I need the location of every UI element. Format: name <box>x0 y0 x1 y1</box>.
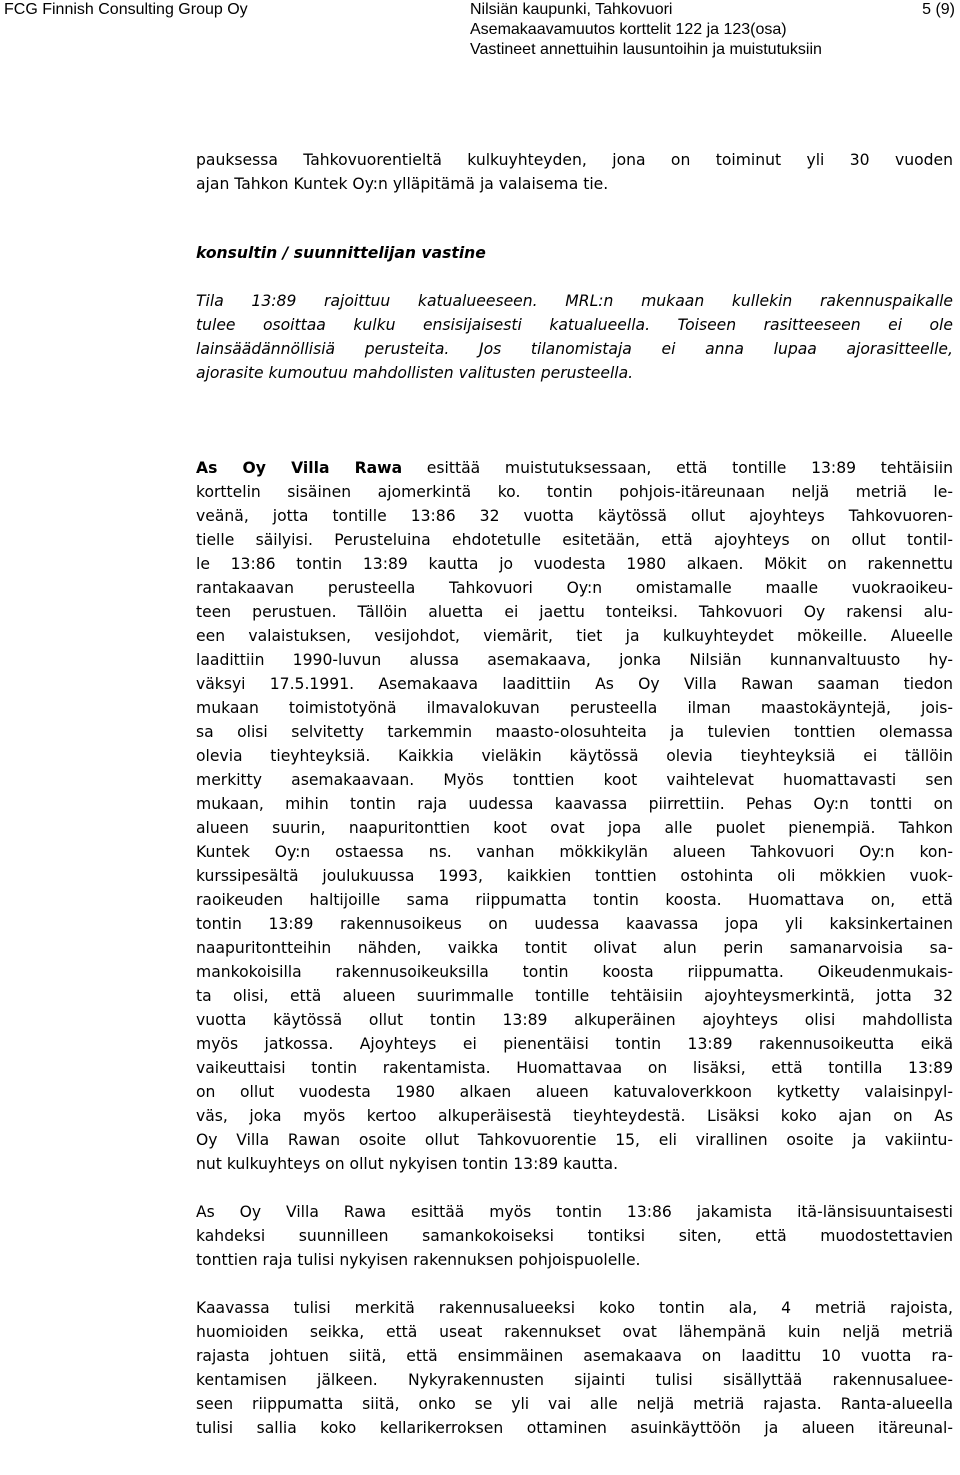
text-line: rantakaavan perusteella Tahkovuori Oy:n omistamalle maalle vuokraoikeu- <box>196 579 953 597</box>
text-line: ta olisi, että alueen suurimmalle tontille tehtäisiin ajoyhteysmerkintä, jotta 32 <box>196 987 953 1005</box>
text-line: merkitty asemakaavaan. Myös tonttien koot vaihtelevat huomattavasti sen <box>196 771 953 789</box>
text-line: väs, joka myös kertoo alkuperäisestä tieyhteydestä. Lisäksi koko ajan on As <box>196 1107 953 1125</box>
text-line: väksyi 17.5.1991. Asemakaava laadittiin As Oy Villa Rawan saaman tiedon <box>196 675 953 693</box>
text-line: kahdeksi suunnilleen samankokoiseksi tontiksi siten, että muodostettavien <box>196 1227 953 1245</box>
text-line: rajasta johtuen siitä, että ensimmäinen asemakaava on laadittu 10 vuotta ra- <box>196 1347 953 1365</box>
text-line: olevia tieyhteyksiä. Kaikkia vieläkin käytössä olevia tieyhteyksiä ei tällöin <box>196 747 953 765</box>
text-line: As Oy Villa Rawa esittää myös tontin 13:86 jakamista itä-länsisuuntaisesti <box>196 1203 953 1221</box>
paragraph-continuation <box>196 148 953 196</box>
plot-division-paragraph <box>196 1200 953 1272</box>
text-line: kurssipesältä joulukuussa 1993, kaikkien tonttien ostohinta oli mökkien vuok- <box>196 867 953 885</box>
text-line: Kaavassa tulisi merkitä rakennusalueeksi koko tontin ala, 4 metriä rajoista, <box>196 1299 953 1317</box>
text-line: seen riippumatta siitä, onko se yli vai alle neljä metriä rajasta. Ranta-alueella <box>196 1395 953 1413</box>
title-plan-change: Asemakaavamuutos korttelit 122 ja 123(osa) <box>470 21 787 38</box>
objection-paragraph <box>196 456 953 1176</box>
text-line: le 13:86 tontin 13:89 kautta jo vuodesta 1980 alkaen. Mökit on rakennettu <box>196 555 953 573</box>
document-body <box>196 148 953 1440</box>
text-line: lainsäädännöllisiä perusteita. Jos tilanomistaja ei anna lupaa ajorasitteelle, <box>196 340 953 358</box>
text-line: kentamisen jälkeen. Nykyrakennusten sijainti tulisi sisällyttää rakennusaluee- <box>196 1371 953 1389</box>
text-line: Kuntek Oy:n ostaessa ns. vanhan mökkikylän alueen Tahkovuori Oy:n kon- <box>196 843 953 861</box>
response-text <box>196 289 953 385</box>
text-line: vaikeuttaisi tontin rakentamista. Huomattavaa on lisäksi, että tontilla 13:89 <box>196 1059 953 1077</box>
title-municipality: Nilsiän kaupunki, Tahkovuori <box>470 1 673 18</box>
text-line: pauksessa Tahkovuorentieltä kulkuyhteyden, jona on toiminut yli 30 vuoden <box>196 151 953 169</box>
page-number: 5 (9) <box>922 1 955 18</box>
text-line: tulisi sallia koko kellarikerroksen ottaminen asuinkäyttöön ja alueen itäreunal- <box>196 1419 953 1437</box>
text-line: Tila 13:89 rajoittuu katualueeseen. MRL:n mukaan kullekin rakennuspaikalle <box>196 292 953 310</box>
text-fragment: esittää muistutuksessaan, että tontille 13:89 tehtäisiin <box>402 459 953 477</box>
text-line: vuotta käytössä ollut tontin 13:89 alkuperäinen ajoyhteys olisi mahdollista <box>196 1011 953 1029</box>
text-line: mukaan toimistotyönä ilmavalokuvan perusteella ilman maastokäyntejä, jois- <box>196 699 953 717</box>
text-line: korttelin sisäinen ajomerkintä ko. tontin pohjois-itäreunaan neljä metriä le- <box>196 483 953 501</box>
text-line: nut kulkuyhteys on ollut nykyisen tontin 13:89 kautta. <box>196 1155 619 1173</box>
text-line: alueen suurin, naapuritonttien koot ovat jopa alle puolet pienempiä. Tahkon <box>196 819 953 837</box>
page-header <box>0 0 960 64</box>
text-line: tonttien raja tulisi nykyisen rakennuksen pohjoispuolelle. <box>196 1251 641 1269</box>
text-line: on ollut vuodesta 1980 alkaen alueen katuvaloverkkoon kytketty valaisinpyl- <box>196 1083 953 1101</box>
title-responses: Vastineet annettuihin lausuntoihin ja muistutuksiin <box>470 41 822 58</box>
response-heading: konsultin / suunnittelijan vastine <box>196 244 486 262</box>
text-line: tielle säilyisi. Perusteluina ehdotetulle esitetään, että ajoyhteys on ollut tontil- <box>196 531 953 549</box>
text-line: mankokoisilla rakennusoikeuksilla tontin koosta riippumatta. Oikeudenmukais- <box>196 963 953 981</box>
text-line: sa olisi selvitetty tarkemmin maasto-olosuhteita ja tulevien tonttien olemassa <box>196 723 953 741</box>
text-line: myös jatkossa. Ajoyhteys ei pienentäisi tontin 13:89 rakennusoikeutta eikä <box>196 1035 953 1053</box>
text-line: huomioiden seikka, että useat rakennukset ovat lähempänä kuin neljä metriä <box>196 1323 953 1341</box>
text-line: een valaistuksen, vesijohdot, viemärit, tiet ja kulkuyhteydet mökeille. Alueelle <box>196 627 953 645</box>
text-line: ajorasite kumoutuu mahdollisten valitusten perusteella. <box>196 364 634 382</box>
text-line: naapuritontteihin nähden, vaikka tontit olivat alun perin samanarvoisia sa- <box>196 939 953 957</box>
text-line: raoikeuden haltijoille sama riippumatta tontin koosta. Huomattava on, että <box>196 891 953 909</box>
text-line: ajan Tahkon Kuntek Oy:n ylläpitämä ja valaisema tie. <box>196 175 609 193</box>
text-line: mukaan, mihin tontin raja uudessa kaavassa piirrettiin. Pehas Oy:n tontti on <box>196 795 953 813</box>
text-line <box>196 456 953 480</box>
text-line: veänä, jotta tontille 13:86 32 vuotta käytössä ollut ajoyhteys Tahkovuoren- <box>196 507 953 525</box>
building-area-paragraph <box>196 1296 953 1440</box>
text-line: tulee osoittaa kulku ensisijaisesti katualueella. Toiseen rasitteeseen ei ole <box>196 316 953 334</box>
text-line: Oy Villa Rawan osoite ollut Tahkovuorentie 15, eli virallinen osoite ja vakiintu- <box>196 1131 953 1149</box>
company-name: FCG Finnish Consulting Group Oy <box>4 1 248 18</box>
document-title-block <box>470 0 822 60</box>
text-line: teen perustuen. Tällöin aluetta ei jaettu tonteiksi. Tahkovuori Oy rakensi alu- <box>196 603 953 621</box>
text-line: laadittiin 1990-luvun alussa asemakaava, jonka Nilsiän kunnanvaltuusto hy- <box>196 651 953 669</box>
objector-name: As Oy Villa Rawa <box>196 459 403 477</box>
text-line: tontin 13:89 rakennusoikeus on uudessa kaavassa jopa yli kaksinkertainen <box>196 915 953 933</box>
